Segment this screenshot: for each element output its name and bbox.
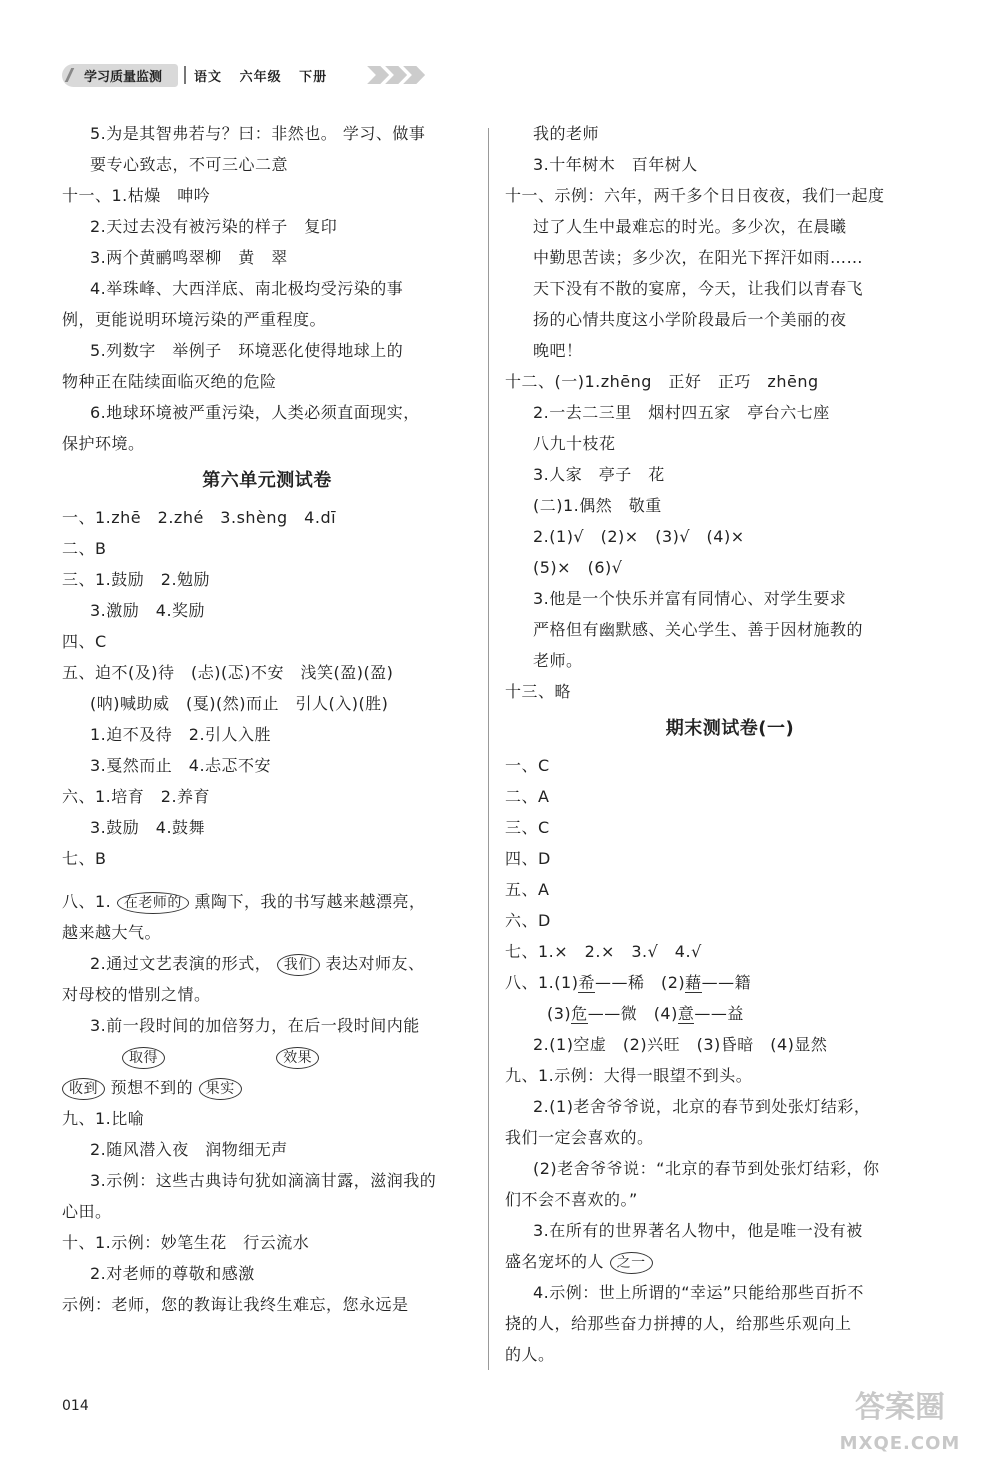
answer-line: 十一、1.枯燥 呻吟 [62, 186, 211, 205]
answer-line [62, 886, 472, 917]
circled-mark: 收到 [62, 1078, 105, 1100]
answer-line: 5.列数字 举例子 环境恶化使得地球上的 [90, 341, 404, 360]
answer-line: 二、A [505, 787, 550, 806]
answer-line [62, 1041, 472, 1072]
answer-line: 中勤思苦读；多少次，在阳光下挥汗如雨…… [533, 248, 864, 267]
grade: 六年级 [239, 69, 282, 85]
answer-line: 十三、略 [505, 682, 572, 701]
answer-line: (二)1.偶然 敬重 [533, 496, 662, 515]
answer-line [505, 967, 915, 998]
chevron-decoration-icon [367, 66, 421, 84]
answer-line: 3.戛然而止 4.忐忑不安 [90, 756, 272, 775]
answer-line: 七、B [62, 849, 107, 868]
underlined-char: 意 [677, 1004, 695, 1023]
answer-line: 3.他是一个快乐并富有同情心、对学生要求 [533, 589, 847, 608]
volume: 下册 [299, 69, 328, 85]
answer-line: (呐)喊助威 (戛)(然)而止 引人(入)(胜) [90, 694, 389, 713]
answer-line: 十二、(一)1.zhēng 正好 正巧 zhēng [505, 372, 819, 391]
right-column [505, 118, 915, 1370]
answer-line: 3.十年树木 百年树人 [533, 155, 698, 174]
answer-line [62, 948, 472, 979]
column-divider [488, 128, 489, 1370]
watermark-bottom: MXQE.COM [839, 1433, 961, 1454]
answer-text: ——籍 [701, 973, 752, 992]
answer-line [505, 998, 915, 1029]
circled-mark: 果实 [199, 1078, 242, 1100]
answer-line: 1.迫不及待 2.引人入胜 [90, 725, 272, 744]
circled-mark: 在老师的 [117, 892, 189, 914]
answer-line: 3.鼓励 4.鼓舞 [90, 818, 206, 837]
answer-line: 八九十枝花 [533, 434, 616, 453]
answer-line: 越来越大气。 [62, 923, 162, 942]
answer-line: 4.示例：世上所谓的“幸运”只能给那些百折不 [533, 1283, 864, 1302]
answer-line: 一、C [505, 756, 550, 775]
answer-line: 四、D [505, 849, 551, 868]
header-divider [184, 66, 186, 84]
answer-line: 九、1.比喻 [62, 1109, 145, 1128]
answer-line: 2.一去二三里 烟村四五家 亭台六七座 [533, 403, 830, 422]
answer-line: 过了人生中最难忘的时光。多少次，在晨曦 [533, 217, 847, 236]
answer-line: 例，更能说明环境污染的严重程度。 [62, 310, 327, 329]
answer-text: ——益 [694, 1004, 744, 1023]
page-header [62, 62, 421, 88]
answer-line: 晚吧！ [533, 341, 583, 360]
answer-line: 我们一定会喜欢的。 [505, 1128, 654, 1147]
answer-line: 九、1.示例：大得一眼望不到头。 [505, 1066, 753, 1085]
answer-line: 2.(1)√ (2)× (3)√ (4)× [533, 527, 745, 546]
subject: 语文 [194, 69, 223, 85]
underlined-char: 藉 [685, 973, 702, 992]
answer-line: 挠的人，给那些奋力拼搏的人，给那些乐观向上 [505, 1314, 852, 1333]
answer-line: 七、1.× 2.× 3.√ 4.√ [505, 942, 702, 961]
answer-line: 2.(1)空虚 (2)兴旺 (3)昏暗 (4)显然 [533, 1035, 828, 1054]
answer-line: 4.举珠峰、大西洋底、南北极均受污染的事 [90, 279, 404, 298]
left-column [62, 118, 472, 1320]
answer-line: 3.两个黄鹂鸣翠柳 黄 翠 [90, 248, 288, 267]
answer-line: 扬的心情共度这小学阶段最后一个美丽的夜 [533, 310, 847, 329]
answer-line: 保护环境。 [62, 434, 145, 453]
answer-text: ——稀 (2) [594, 973, 686, 992]
circled-mark: 效果 [276, 1047, 319, 1069]
answer-line: 五、A [505, 880, 550, 899]
subject-info [194, 66, 339, 85]
answer-line: 的人。 [505, 1345, 555, 1364]
answer-line: 6.地球环境被严重污染，人类必须直面现实， [90, 403, 420, 422]
answer-line: 四、C [62, 632, 107, 651]
answer-line: 五、迫不(及)待 (忐)(忑)不安 浅笑(盈)(盈) [62, 663, 394, 682]
answer-line [505, 1246, 915, 1277]
answer-line: 老师。 [533, 651, 583, 670]
answer-line: 十、1.示例：妙笔生花 行云流水 [62, 1233, 310, 1252]
answer-line: 3.前一段时间的加倍努力，在后一段时间内能 [90, 1016, 420, 1035]
answer-line: 一、1.zhē 2.zhé 3.shèng 4.dī [62, 508, 337, 527]
answer-text: 盛名宠坏的人 [505, 1252, 605, 1271]
answer-text: 熏陶下，我的书写越来越漂亮， [194, 892, 426, 911]
answer-line [62, 1072, 472, 1103]
section-title: 期末测试卷(一) [665, 718, 795, 739]
answer-text: 表达对师友、 [325, 954, 425, 973]
answer-line: 十一、示例：六年，两千多个日日夜夜，我们一起度 [505, 186, 885, 205]
answer-line: 对母校的惜别之情。 [62, 985, 211, 1004]
answer-line: 示例：老师，您的教诲让我终生难忘，您永远是 [62, 1295, 409, 1314]
answer-line: 六、1.培育 2.养育 [62, 787, 211, 806]
answer-line: 2.对老师的尊敬和感激 [90, 1264, 255, 1283]
series-title: 学习质量监测 [62, 64, 178, 87]
answer-line: (2)老舍爷爷说：“北京的春节到处张灯结彩，你 [533, 1159, 880, 1178]
answer-line: 5.为是其智弗若与？曰：非然也。 学习、做事 [90, 124, 426, 143]
answer-text: 2.通过文艺表演的形式， [90, 954, 272, 973]
answer-line: 2.随风潜入夜 润物细无声 [90, 1140, 288, 1159]
answer-line: (5)× (6)√ [533, 558, 623, 577]
answer-line: 2.天过去没有被污染的样子 复印 [90, 217, 338, 236]
answer-line: 三、C [505, 818, 550, 837]
answer-line: 们不会不喜欢的。” [505, 1190, 638, 1209]
answer-text: 八、1. [62, 892, 112, 911]
watermark-top: 答案圈 [855, 1390, 945, 1425]
answer-text: 预想不到的 [110, 1078, 194, 1097]
answer-line: 严格但有幽默感、关心学生、善于因材施教的 [533, 620, 864, 639]
answer-line: 六、D [505, 911, 551, 930]
circled-mark: 取得 [122, 1047, 165, 1069]
answer-line: 3.示例：这些古典诗句犹如滴滴甘露，滋润我的 [90, 1171, 437, 1190]
answer-text: ——微 (4) [587, 1004, 678, 1023]
underlined-char: 希 [578, 973, 595, 992]
underlined-char: 危 [571, 1004, 588, 1023]
section-title: 第六单元测试卷 [202, 470, 332, 491]
circled-mark: 之一 [610, 1252, 653, 1274]
answer-line: 2.(1)老舍爷爷说，北京的春节到处张灯结彩， [533, 1097, 871, 1116]
watermark-logo [820, 1390, 980, 1460]
answer-line: 3.人家 亭子 花 [533, 465, 665, 484]
circled-mark: 我们 [277, 954, 320, 976]
answer-line: 要专心致志，不可三心二意 [90, 155, 289, 174]
answer-line: 二、B [62, 539, 107, 558]
answer-text: 八、1.(1) [505, 973, 579, 992]
answer-line: 三、1.鼓励 2.勉励 [62, 570, 211, 589]
answer-text: (3) [547, 1004, 572, 1023]
answer-line: 物种正在陆续面临灭绝的危险 [62, 372, 277, 391]
answer-line: 3.在所有的世界著名人物中，他是唯一没有被 [533, 1221, 863, 1240]
answer-line: 心田。 [62, 1202, 112, 1221]
answer-line: 我的老师 [533, 124, 600, 143]
answer-line: 天下没有不散的宴席，今天，让我们以青春飞 [533, 279, 864, 298]
page-number: 014 [62, 1398, 89, 1414]
answer-line: 3.激励 4.奖励 [90, 601, 206, 620]
